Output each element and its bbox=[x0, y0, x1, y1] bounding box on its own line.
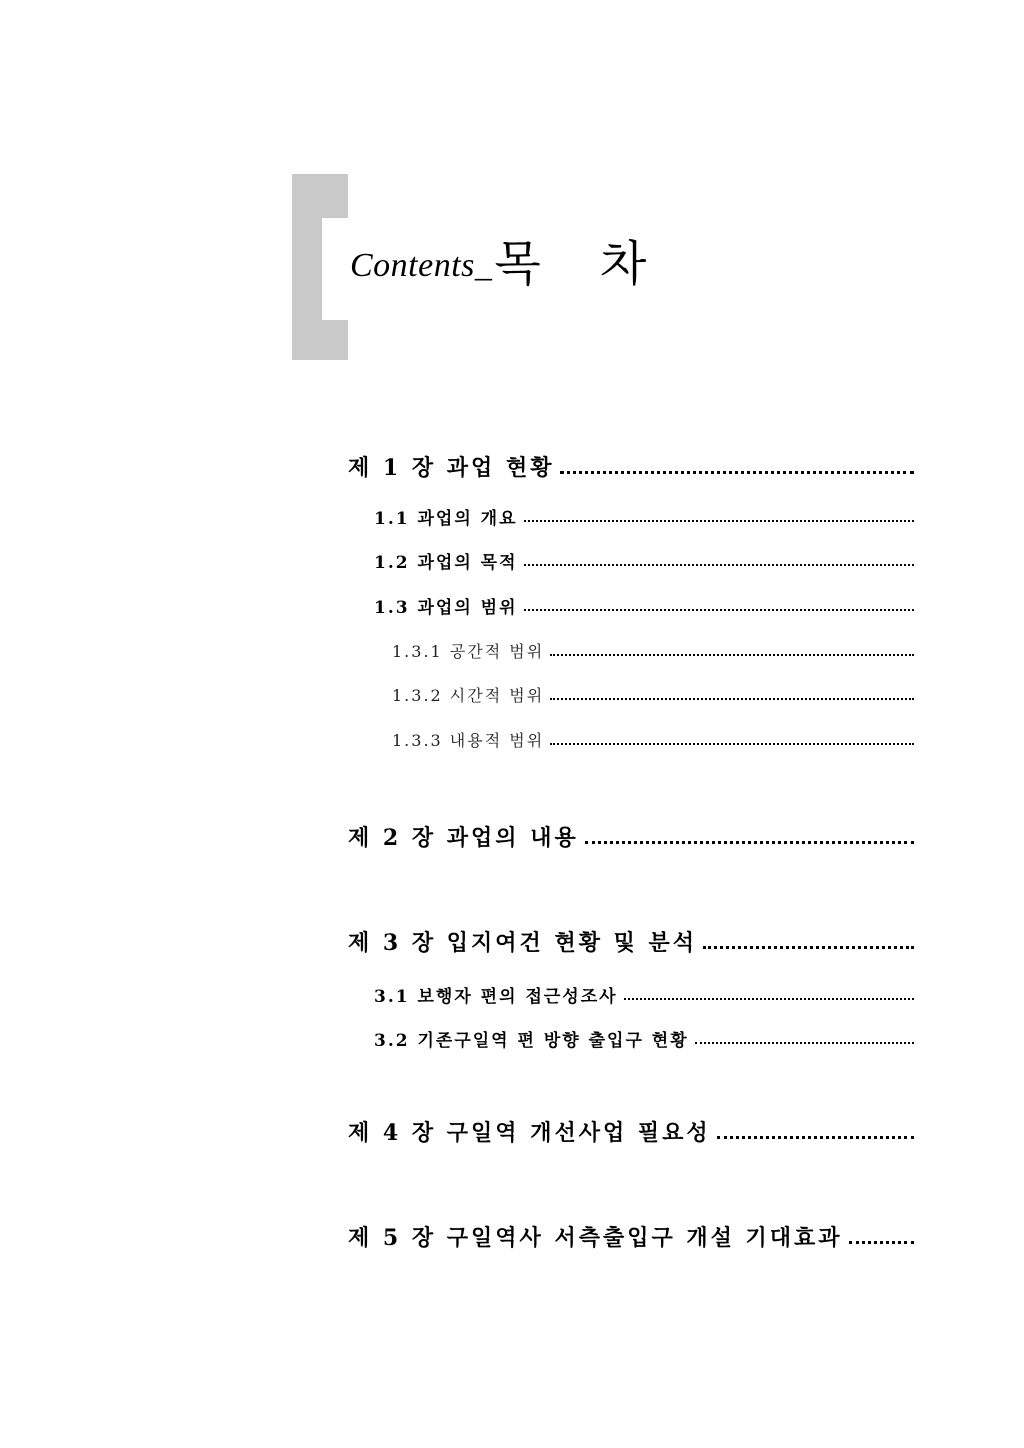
toc-chapter-3[interactable] bbox=[348, 925, 914, 957]
toc-label: 제 1 장 과업 현황 bbox=[348, 454, 555, 481]
title-english: Contents_ bbox=[350, 247, 493, 284]
dot-leader bbox=[849, 1241, 914, 1244]
toc-subsection-1-3-3[interactable] bbox=[392, 726, 914, 752]
toc-chapter-2[interactable] bbox=[348, 820, 914, 852]
bracket-decoration-cutout bbox=[322, 218, 348, 320]
title-korean: 목 차 bbox=[494, 236, 669, 292]
dot-leader bbox=[624, 998, 914, 1000]
toc-subsection-1-3-1[interactable] bbox=[392, 637, 914, 663]
toc-chapter-1[interactable] bbox=[348, 450, 914, 482]
toc-label: 제 5 장 구일역사 서측출입구 개설 기대효과 bbox=[348, 1224, 843, 1251]
toc-chapter-4[interactable] bbox=[348, 1115, 914, 1147]
toc-section-1-2[interactable] bbox=[374, 547, 914, 573]
dot-leader bbox=[717, 1136, 914, 1139]
toc-section-3-2[interactable] bbox=[374, 1025, 914, 1051]
dot-leader bbox=[524, 564, 914, 566]
dot-leader bbox=[550, 654, 914, 656]
toc-label: 제 2 장 과업의 내용 bbox=[348, 824, 579, 851]
dot-leader bbox=[524, 520, 914, 522]
dot-leader bbox=[550, 698, 914, 700]
dot-leader bbox=[585, 841, 914, 844]
toc-label: 3.2 기존구일역 편 방향 출입구 현황 bbox=[374, 1030, 689, 1051]
dot-leader bbox=[695, 1042, 914, 1044]
dot-leader bbox=[550, 743, 914, 745]
toc-section-3-1[interactable] bbox=[374, 981, 914, 1007]
dot-leader bbox=[703, 946, 914, 949]
toc-label: 3.1 보행자 편의 접근성조사 bbox=[374, 986, 618, 1007]
page-title bbox=[350, 236, 669, 292]
toc-label: 1.1 과업의 개요 bbox=[374, 508, 518, 529]
toc-label: 1.3 과업의 범위 bbox=[374, 597, 518, 618]
toc-subsection-1-3-2[interactable] bbox=[392, 681, 914, 707]
dot-leader bbox=[560, 471, 914, 474]
dot-leader bbox=[524, 609, 914, 611]
toc-label: 1.3.1 공간적 범위 bbox=[392, 641, 545, 661]
toc-label: 제 3 장 입지여건 현황 및 분석 bbox=[348, 929, 698, 956]
toc-label: 1.3.3 내용적 범위 bbox=[392, 730, 545, 750]
toc-chapter-5[interactable] bbox=[348, 1220, 914, 1252]
toc-section-1-3[interactable] bbox=[374, 592, 914, 618]
toc-label: 제 4 장 구일역 개선사업 필요성 bbox=[348, 1119, 711, 1146]
toc-label: 1.2 과업의 목적 bbox=[374, 552, 518, 573]
toc-label: 1.3.2 시간적 범위 bbox=[392, 685, 545, 705]
toc-section-1-1[interactable] bbox=[374, 503, 914, 529]
